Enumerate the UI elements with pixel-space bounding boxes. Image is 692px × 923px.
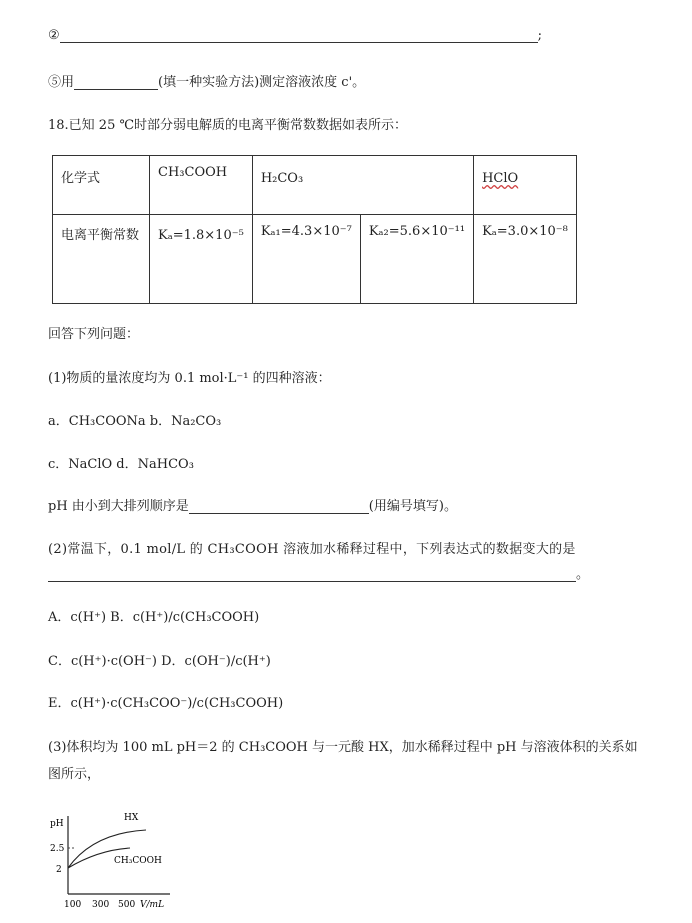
- row-label: 电离平衡常数: [53, 215, 150, 304]
- ka2-h2co3: Kₐ₂=5.6×10⁻¹¹: [360, 215, 473, 304]
- part-3-stem-line2: 图所示，: [48, 767, 101, 782]
- part-2-option-cd: C．c(H⁺)·c(OH⁻) D．c(OH⁻)/c(H⁺): [48, 654, 271, 669]
- header-h2co3: H₂CO₃: [252, 156, 473, 215]
- ph-volume-graph: [48, 808, 188, 913]
- answer-blank[interactable]: [60, 42, 538, 43]
- order-blank[interactable]: [189, 513, 369, 514]
- ka-hclo: Kₐ=3.0×10⁻⁸: [474, 215, 577, 304]
- part-1-stem: (1)物质的量浓度均为 0.1 mol·L⁻¹ 的四种溶液：: [48, 371, 331, 386]
- part-1-options-ab: a．CH₃COONa b．Na₂CO₃: [48, 414, 222, 429]
- answer-intro: 回答下列问题：: [48, 327, 140, 342]
- label-hx: HX: [124, 813, 139, 823]
- order-suffix: (用编号填写)。: [368, 499, 457, 514]
- header-hclo: HClO: [474, 156, 577, 215]
- y-axis-label: pH: [50, 819, 64, 829]
- part-2-end: 。: [576, 567, 590, 582]
- part-2-answer-line: [48, 563, 589, 582]
- part-2-option-ab: A．c(H⁺) B．c(H⁺)/c(CH₃COOH): [48, 610, 260, 625]
- x-tick-100: 100: [64, 900, 82, 910]
- part-2-blank[interactable]: [48, 581, 576, 582]
- ka1-h2co3: Kₐ₁=4.3×10⁻⁷: [252, 215, 360, 304]
- circled-number-2: ②: [48, 28, 60, 43]
- part-3-stem-line1: (3)体积均为 100 mL pH＝2 的 CH₃COOH 与一元酸 HX，加水稀释过程中 pH 与溶液体积的关系如: [48, 740, 638, 755]
- label-ch3cooh: CH₃COOH: [114, 856, 162, 866]
- answer-line-5: [48, 71, 365, 90]
- y-tick-2-5: 2.5: [50, 844, 65, 854]
- table-header-row: [53, 156, 577, 215]
- line5-suffix: (填一种实验方法)测定溶液浓度 c'。: [158, 75, 366, 90]
- x-axis-label: V/mL: [140, 900, 165, 910]
- x-tick-300: 300: [92, 900, 110, 910]
- question-18-title: 18.已知 25 ℃时部分弱电解质的电离平衡常数数据如表所示：: [48, 118, 408, 133]
- part-2-stem: (2)常温下，0.1 mol/L 的 CH₃COOH 溶液加水稀释过程中，下列表达式的数据变大的是: [48, 542, 576, 557]
- method-blank[interactable]: [74, 89, 158, 90]
- header-ch3cooh: CH₃COOH: [150, 156, 253, 215]
- header-formula: 化学式: [53, 156, 150, 215]
- line5-prefix: ⑤用: [48, 75, 75, 90]
- ka-ch3cooh: Kₐ=1.8×10⁻⁵: [150, 215, 253, 304]
- answer-line-2: [48, 28, 542, 43]
- x-tick-500: 500: [118, 900, 136, 910]
- table-value-row: [53, 215, 577, 304]
- part-2-option-e: E．c(H⁺)·c(CH₃COO⁻)/c(CH₃COOH): [48, 696, 284, 711]
- part-1-order-line: [48, 495, 457, 514]
- part-1-options-cd: c．NaClO d．NaHCO₃: [48, 457, 194, 472]
- order-prefix: pH 由小到大排列顺序是: [48, 499, 189, 514]
- ionization-constant-table: [52, 155, 577, 304]
- line-end-mark: ;: [537, 28, 543, 43]
- y-tick-2: 2: [56, 865, 62, 875]
